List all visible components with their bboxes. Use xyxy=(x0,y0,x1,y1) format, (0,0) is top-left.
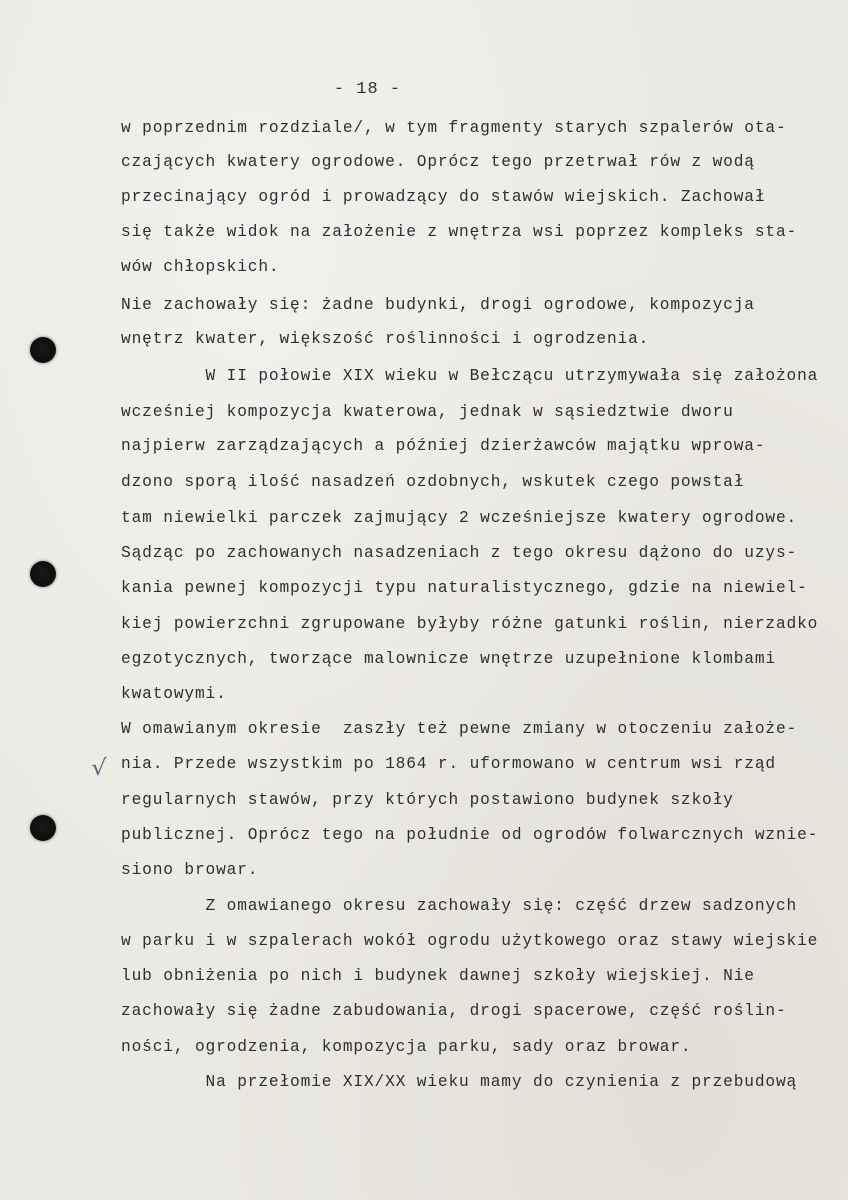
text-line: Na przełomie XIX/XX wieku mamy do czynienia z przebudową xyxy=(121,1073,798,1091)
text-line: regularnych stawów, przy których postawiono budynek szkoły xyxy=(121,791,734,809)
text-line: wnętrz kwater, większość roślinności i ogrodzenia. xyxy=(121,330,650,348)
text-line: egzotycznych, tworzące malownicze wnętrze uzupełnione klombami xyxy=(121,650,776,668)
text-line: w poprzednim rozdziale/, w tym fragmenty starych szpalerów ota- xyxy=(121,119,787,137)
text-line: się także widok na założenie z wnętrza wsi poprzez kompleks sta- xyxy=(121,223,798,241)
text-line: nia. Przede wszystkim po 1864 r. uformowano w centrum wsi rząd xyxy=(121,755,776,773)
text-line: dzono sporą ilość nasadzeń ozdobnych, wskutek czego powstał xyxy=(121,473,745,491)
text-line: tam niewielki parczek zajmujący 2 wcześniejsze kwatery ogrodowe. xyxy=(121,509,798,527)
text-line: najpierw zarządzających a później dzierżawców majątku wprowa- xyxy=(121,437,766,455)
text-line: siono browar. xyxy=(121,861,259,879)
punch-hole-icon xyxy=(30,561,56,587)
text-line: wcześniej kompozycja kwaterowa, jednak w sąsiedztwie dworu xyxy=(121,403,734,421)
page-number: - 18 - xyxy=(333,80,402,99)
text-line: kania pewnej kompozycji typu naturalistycznego, gdzie na niewiel- xyxy=(121,579,808,597)
text-line: zachowały się żadne zabudowania, drogi spacerowe, część roślin- xyxy=(121,1002,787,1020)
punch-hole-icon xyxy=(30,815,56,841)
text-line: Nie zachowały się: żadne budynki, drogi ogrodowe, kompozycja xyxy=(121,296,755,314)
text-line: lub obniżenia po nich i budynek dawnej szkoły wiejskiej. Nie xyxy=(121,967,755,985)
text-line: przecinający ogród i prowadzący do stawów wiejskich. Zachował xyxy=(121,188,766,206)
text-line: Z omawianego okresu zachowały się: część drzew sadzonych xyxy=(121,897,798,915)
text-line: kwatowymi. xyxy=(121,685,227,703)
text-line: publicznej. Oprócz tego na południe od ogrodów folwarcznych wznie- xyxy=(121,826,819,844)
text-line: kiej powierzchni zgrupowane byłyby różne gatunki roślin, nierzadko xyxy=(121,615,819,633)
text-line: w parku i w szpalerach wokół ogrodu użytkowego oraz stawy wiejskie xyxy=(121,932,819,950)
punch-hole-icon xyxy=(30,337,56,363)
text-line: ności, ogrodzenia, kompozycja parku, sady oraz browar. xyxy=(121,1038,692,1056)
text-line: Sądząc po zachowanych nasadzeniach z tego okresu dążono do uzys- xyxy=(121,544,798,562)
text-line: czających kwatery ogrodowe. Oprócz tego przetrwał rów z wodą xyxy=(121,153,755,171)
margin-check-mark: √ xyxy=(91,756,107,781)
text-line: wów chłopskich. xyxy=(121,258,280,276)
text-line: W II połowie XIX wieku w Bełczącu utrzymywała się założona xyxy=(121,367,819,385)
text-line: W omawianym okresie zaszły też pewne zmiany w otoczeniu założe- xyxy=(121,720,798,738)
